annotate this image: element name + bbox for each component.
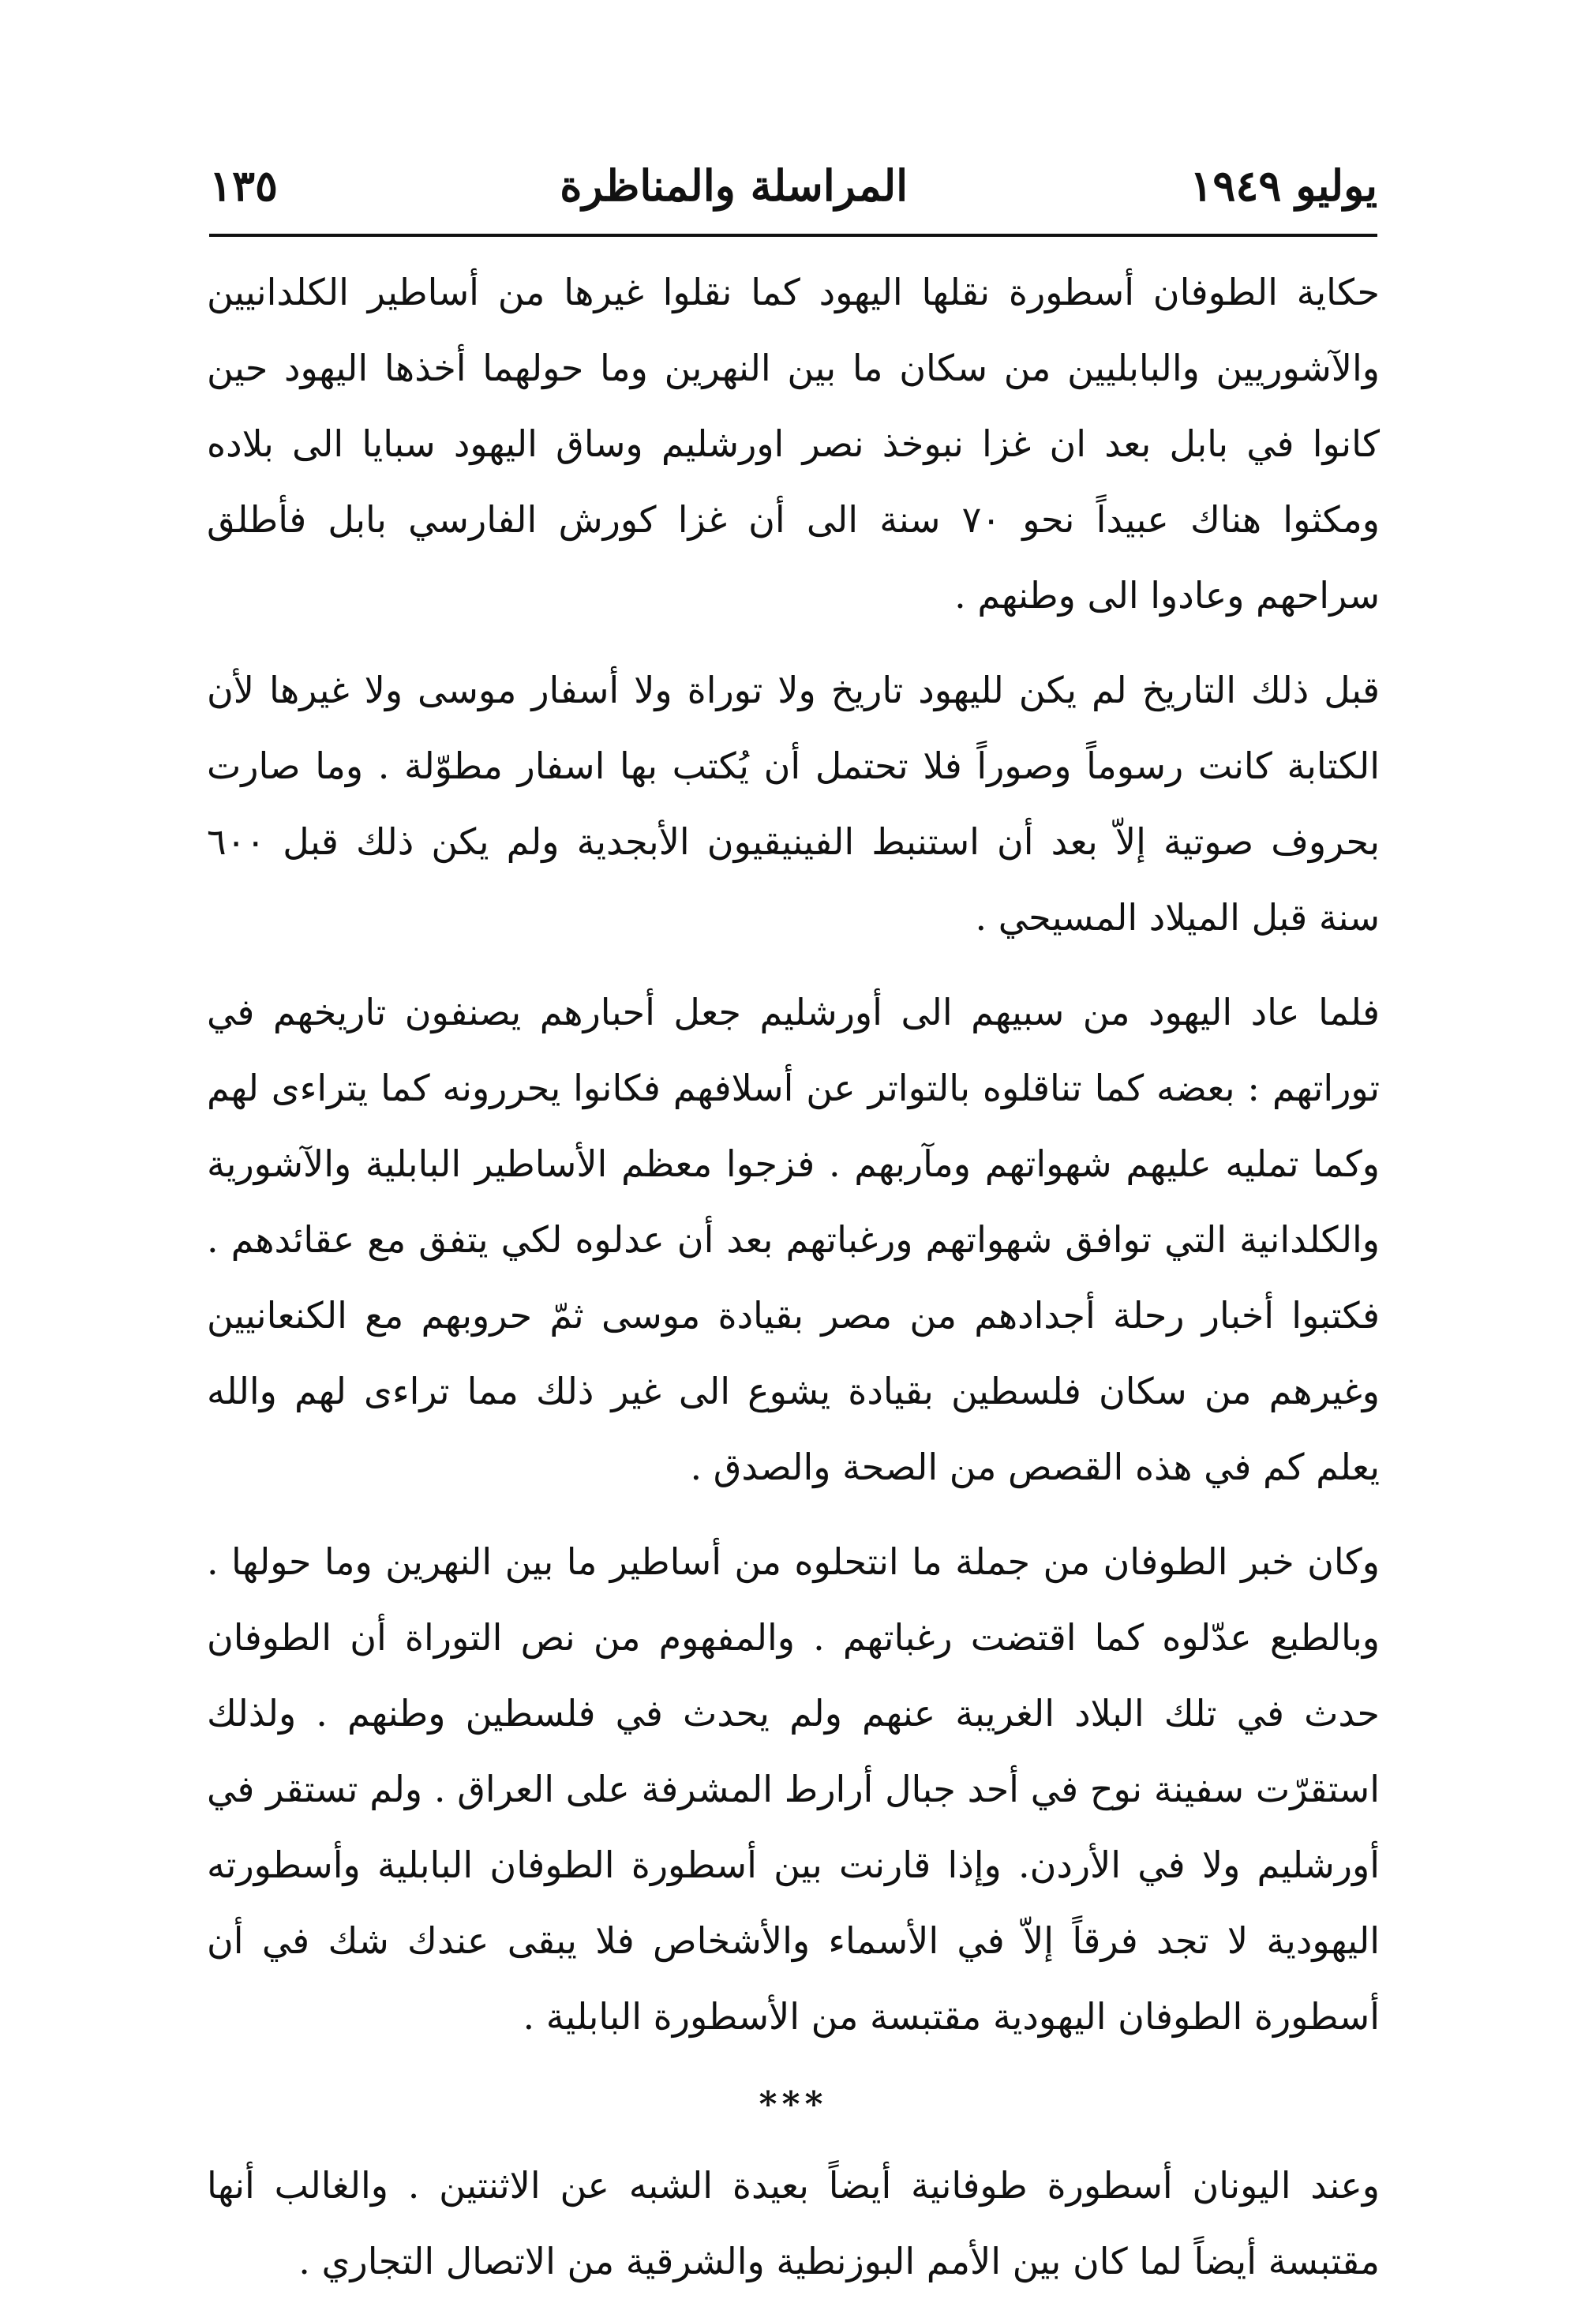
paragraph: حكاية الطوفان أسطورة نقلها اليهود كما نقلوا غيرها من أساطير الكلدانيين والآشوريين والبابليين من سكان ما بين النهرين وما حولهما أخذها اليهود حين كانوا في بابل بعد ان غزا نبوخذ نصر اورشليم وساق اليهود سبايا الى بلاده ومكثوا هناك عبيداً نحو ٧٠ سنة الى أن غزا كورش الفارسي بابل فأطلق سراحهم وعادوا الى وطنهم . (207, 271, 1380, 617)
running-head (209, 150, 1377, 221)
issue-month: يوليو (1295, 160, 1377, 211)
issue-date (1190, 160, 1377, 211)
page-number: ١٣٥ (209, 160, 279, 211)
section-title: المراسلة والمناظرة (560, 160, 909, 211)
article-body (207, 254, 1380, 2318)
section-separator: *** (759, 2084, 828, 2125)
paragraph: وكان خبر الطوفان من جملة ما انتحلوه من أساطير ما بين النهرين وما حولها . وبالطبع عدّلوه كما اقتضت رغباتهم . والمفهوم من نص التوراة أن الطوفان حدث في تلك البلاد الغريبة عنهم ولم يحدث في فلسطين وطنهم . ولذلك استقرّت سفينة نوح في أحد جبال أرارط المشرفة على العراق . ولم تستقر في أورشليم ولا في الأردن. وإذا قارنت بين أسطورة الطوفان البابلية وأسطورته اليهودية لا تجد فرقاً إلاّ في الأسماء والأشخاص فلا يبقى عندك شك في أن أسطورة الطوفان اليهودية مقتبسة من الأسطورة البابلية . (207, 1540, 1380, 2038)
closing-paragraph: وعند اليونان أسطورة طوفانية أيضاً بعيدة الشبه عن الاثنتين . والغالب أنها مقتبسة أيضاً لما كان بين الأمم البوزنطية والشرقية من الاتصال التجاري . (207, 2164, 1380, 2282)
paragraph: قبل ذلك التاريخ لم يكن لليهود تاريخ ولا توراة ولا أسفار موسى ولا غيرها لأن الكتابة كانت رسوماً وصوراً فلا تحتمل أن يُكتب بها اسفار مطوّلة . وما صارت بحروف صوتية إلاّ بعد أن استنبط الفينيقيون الأبجدية ولم يكن ذلك قبل ٦٠٠ سنة قبل الميلاد المسيحي . (207, 669, 1380, 939)
header-rule (209, 234, 1377, 237)
paragraph: فلما عاد اليهود من سبيهم الى أورشليم جعل أحبارهم يصنفون تاريخهم في توراتهم : بعضه كما تناقلوه بالتواتر عن أسلافهم فكانوا يحررونه كما يتراءى لهم وكما تمليه عليهم شهواتهم ومآربهم . فزجوا معظم الأساطير البابلية والآشورية والكلدانية التي توافق شهواتهم ورغباتهم بعد أن عدلوه لكي يتفق مع عقائدهم . فكتبوا أخبار رحلة أجدادهم من مصر بقيادة موسى ثمّ حروبهم مع الكنعانيين وغيرهم من سكان فلسطين بقيادة يشوع الى غير ذلك مما تراءى لهم والله يعلم كم في هذه القصص من الصحة والصدق . (207, 991, 1380, 1488)
issue-year: ١٩٤٩ (1190, 160, 1282, 211)
